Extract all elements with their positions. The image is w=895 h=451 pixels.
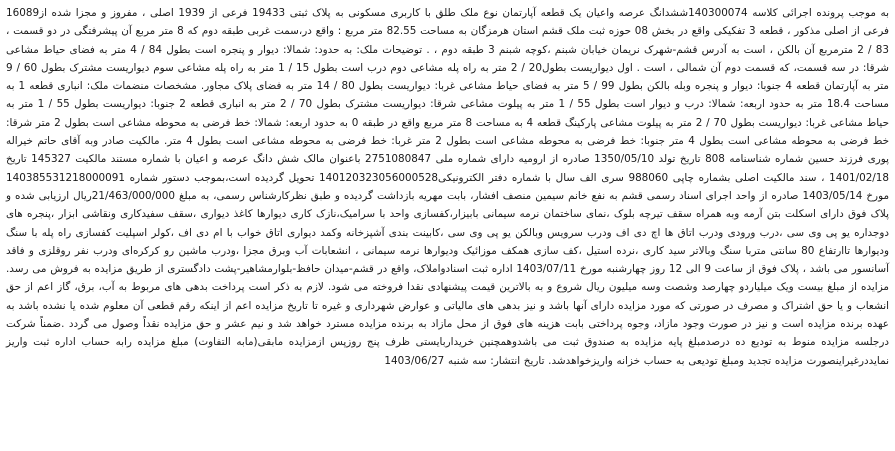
notice-body-text: به موجب پرونده اجرائی کلاسه 140300074ششدانگ عرصه واعیان یک قطعه آپارتمان نوع ملک طلق با کاربری مسکونی به پلاک ثبتی 19433 فرعی از 1939 اصلی ، مفروز و مجزا شده از16089 فرعی از اصلی مذکور ، قطعه 3 تفکیکی واقع در بخش 08 حوزه ثبت ملک قشم استان هرمزگان به مساحت 82.55 متر مربع : واقع در،سمت غربی طبقه دوم که 8 متر مربع آن پیشرفتگی در دو قسمت ، 83 / 2 مترمربع آن بالکن ، است به آدرس قشم-شهرک نریمان خیابان شبنم ،کوچه شبنم 3 طبقه دوم ، . توضیحات ملک: به حدود: شمالا: دیوار و پنجره است بطول 84 / 4 متر به فضای حیاط مشاعی شرقا: در سه قسمت، که قسمت دوم آن شمالی ، است . اول دیواریست بطول20 / 2 متر به راه پله مشاعی دوم درب است بطول 15 / 1 متر به راه پله مشاعی سوم دیواریست مشترک بطول 60 / 9 متر به آپارتمان قطعه 4 جنوبا: دیوار و پنجره وبله بالکن بطول 99 / 5 متر به فضای حیاط مشاعی غربا: دیواریست بطول 80 / 14 متر به فضای پلاک مجاور. مشخصات منضمات ملک: انباری قطعه 1 به مساحت 18.4 متر به حدود اربعه: شمالا: درب و دیوار است بطول 55 / 1 متر به پیلوت مشاعی شرقا: دیواریست مشترک بطول 70 / 2 متر به انباری قطعه 2 جنوبا: دیواریست بطول 55 / 1 متر به حیاط مشاعی غربا: دیواریست بطول 70 / 2 متر به پیلوت مشاعی پارکینگ قطعه 4 به مساحت 8 متر مربع واقع در طبقه 0 به حدود اربعه: شمالا: خط فرضی به محوطه مشاعی است بطول 2 متر شرقا: خط فرضی به محوطه مشاعی است بطول 4 متر جنوبا: خط فرضی به محوطه مشاعی است بطول 2 متر غربا: خط فرضی به محوطه مشاعی است بطول 4 متر. مالکیت صادر وبه آقای حاتم خیراله پوری فرزند حسین شماره شناسنامه 808 تاریخ تولد 1350/05/10 صادره از ارومیه دارای شماره ملی 2751080847 باعنوان مالک شش دانگ عرصه و اعیان با شماره مستند مالکیت 145327 تاریخ 1401/02/18 ، سند مالکیت اصلی بشماره چاپی 988060 سری الف سال با شماره دفتر الکترونیکی140120323056000528 تحویل گردیده است،بموجب دستور شماره 140385531218000091 مورخ 1403/05/14 صادره از واحد اجرای اسناد رسمی قشم به نفع خانم سیمین منصف افشار، بابت مهریه بازداشت گردیده و طبق نظرکارشناس رسمی، به مبلغ 21/463/000/000ریال ارزیابی شده و پلاک فوق دارای اسکلت بتن آرمه وبه همراه سقف تیرچه بلوک ،نمای ساختمان نرمه سیمانی بابیزار،کفسازی واحد با سرامیک،نازک کاری دیوارها کاغذ دیواری ،سقف سفیدکاری ونقاشی ابزار ،پنجره های دوجداره یو پی وی سی ،درب ورودی ودرب اتاق ها اچ دی اف ودرب سرویس وبالکن یو پی وی سی ،کابینت بندی آشپزخانه وکمد دیواری اتاق خواب با ام دی اف ،کولر اسپلیت کفسازی راه پله با سنگ ودیوارها تاارتفاع 80 سانتی متربا سنگ وبالاتر سید کاری ،نرده استیل ،کف سازی همکف موزائیک ودیوارها نرمه سیمانی ، انشعابات آب وبرق مجزا ،ودرب ماشین رو کرکره‌ای ودرب نفر روقلزی و فاقد آسانسور می باشد ، پلاک فوق از ساعت 9 الی 12 روز چهارشنبه مورخ 1403/07/11 اداره ثبت اسنادواملاک، واقع در قشم-میدان حافظ-بلوارمشاهیر-پشت دادگستری از طریق مزایده به فروش می رسد. مزایده از مبلغ بیست ویک میلیاردو چهارصد وشصت وسه میلیون ریال شروع و به بالاترین قیمت پیشنهادی نقدا فروخته می شود. لازم به ذکر است پرداخت بدهی های مربوط به آب، برق، گاز اعم از حق انشعاب و یا حق اشتراک و مصرف در صورتی که مورد مزایده دارای آنها باشد و نیز بدهی های مالیاتی و عوارض شهرداری و غیره تا تاریخ مزایده اعم از اینکه رقم قطعی آن معلوم شده یا نشده باشد به عهده برنده مزایده است و نیز در صورت وجود مازاد، وجوه پرداختی بابت هزینه های فوق از محل مازاد به برنده مزایده مسترد خواهد شد و نیم عشر و حق مزایده نقداً وصول می گردد .ضمناً شرکت درجلسه مزایده منوط به تودیع ده درصدمبلغ پایه مزایده به صندوق ثبت می باشدوهمچنین خریداربایستی ظرف پنج روزپس ازمزایده مابقی(مابه التفاوت) مبلغ مزایده رابه حساب اداره ثبت واریز نمایددرغیراینصورت مزایده تجدید ومبلغ تودیعی به حساب خزانه واریزخواهدشد. تاریخ انتشار: سه شنبه 1403/06/27 — [6, 7, 890, 367]
